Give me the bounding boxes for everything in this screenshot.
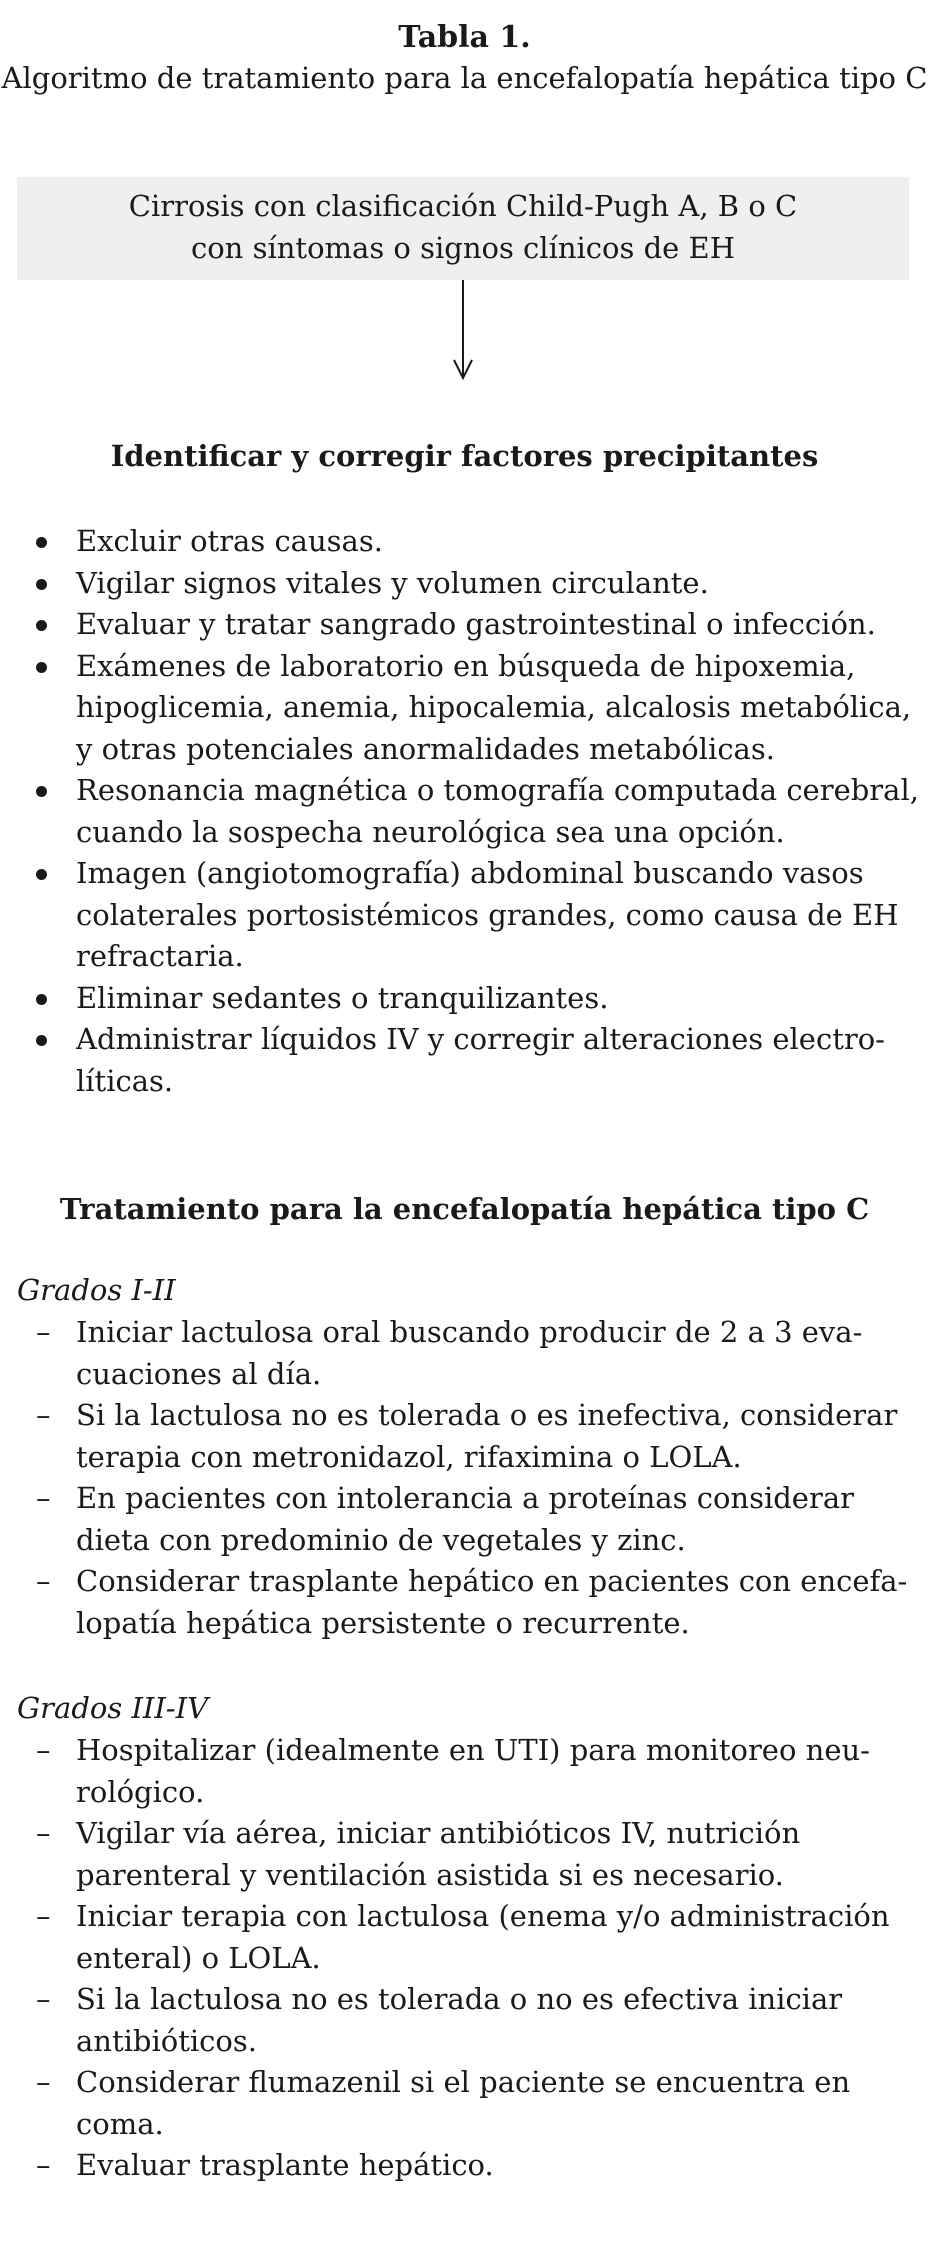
list-item (0, 978, 929, 1020)
dash-marker: – (36, 1315, 51, 1349)
grades-1-2-list (0, 1312, 929, 1644)
dash-marker: – (36, 2148, 51, 2182)
precipitants-heading: Identificar y corregir factores precipitantes (110, 439, 819, 473)
bullet-dot-icon (36, 869, 47, 880)
list-item-text: líticas. (76, 1063, 174, 1098)
list-item-text: Vigilar signos vitales y volumen circulante. (76, 565, 709, 600)
down-arrow-icon (450, 280, 476, 380)
dash-marker: – (36, 1398, 51, 1432)
list-item (0, 1395, 929, 1478)
list-item-text: Exámenes de laboratorio en búsqueda de hipoxemia, (76, 648, 856, 683)
dash-marker: – (36, 1982, 51, 2016)
list-item-text: Administrar líquidos IV y corregir alteraciones electro- (76, 1022, 885, 1056)
grades-3-4-label: Grados III-IV (17, 1691, 209, 1725)
bullet-icon (36, 770, 66, 812)
list-item (0, 1730, 929, 1813)
list-item (0, 1019, 929, 1102)
list-item (0, 604, 929, 646)
list-item-text: cuando la sospecha neurológica sea una opción. (76, 814, 785, 849)
list-item-text: En pacientes con intolerancia a proteínas considerar (76, 1481, 854, 1515)
table-subtitle: Algoritmo de tratamiento para la encefalopatía hepática tipo C (1, 61, 928, 95)
dash-marker: – (36, 1564, 51, 1598)
precipitants-list (0, 521, 929, 1102)
list-item-text: colaterales portosistémicos grandes, como causa de EH (76, 897, 899, 932)
list-item-text: Excluir otras causas. (76, 524, 383, 558)
list-item-text: coma. (76, 2106, 164, 2141)
cirrhosis-box-line1: Cirrosis con clasificación Child-Pugh A, B o C (128, 189, 798, 223)
list-item-text: Iniciar lactulosa oral buscando producir de 2 a 3 eva- (76, 1315, 863, 1349)
bullet-dot-icon (36, 1035, 47, 1046)
bullet-icon (36, 604, 66, 646)
list-item-text: Hospitalizar (idealmente en UTI) para monitoreo neu- (76, 1733, 870, 1767)
list-item-text: Iniciar terapia con lactulosa (enema y/o administración (76, 1899, 890, 1933)
bullet-dot-icon (36, 579, 47, 590)
dash-marker: – (36, 1816, 51, 1850)
dash-marker: – (36, 1899, 51, 1933)
bullet-icon (36, 563, 66, 605)
dash-marker: – (36, 2065, 51, 2099)
list-item-text: parenteral y ventilación asistida si es necesario. (76, 1857, 784, 1892)
bullet-icon (36, 521, 66, 563)
bullet-icon (36, 646, 66, 688)
list-item-text: enteral) o LOLA. (76, 1940, 321, 1975)
bullet-dot-icon (36, 537, 47, 548)
list-item (0, 1312, 929, 1395)
bullet-icon (36, 853, 66, 895)
list-item-text: dieta con predominio de vegetales y zinc. (76, 1522, 686, 1557)
bullet-dot-icon (36, 994, 47, 1005)
dash-marker: – (36, 1481, 51, 1515)
list-item (0, 2145, 929, 2187)
grades-1-2-label: Grados I-II (17, 1273, 176, 1307)
bullet-dot-icon (36, 662, 47, 673)
list-item-text: y otras potenciales anormalidades metabólicas. (76, 731, 775, 766)
grades-3-4-list (0, 1730, 929, 2187)
list-item (0, 2062, 929, 2145)
list-item (0, 1478, 929, 1561)
list-item (0, 521, 929, 563)
list-item (0, 853, 929, 978)
treatment-heading: Tratamiento para la encefalopatía hepática tipo C (59, 1192, 870, 1226)
list-item (0, 1561, 929, 1644)
list-item-text: Considerar flumazenil si el paciente se encuentra en (76, 2065, 851, 2099)
bullet-dot-icon (36, 620, 47, 631)
list-item-text: Si la lactulosa no es tolerada o no es efectiva iniciar (76, 1982, 843, 2016)
list-item (0, 770, 929, 853)
list-item-text: antibióticos. (76, 2023, 257, 2058)
cirrhosis-box-line2: con síntomas o signos clínicos de EH (190, 231, 736, 265)
list-item (0, 1979, 929, 2062)
list-item (0, 646, 929, 771)
list-item-text: Evaluar trasplante hepático. (76, 2148, 494, 2182)
list-item-text: Considerar trasplante hepático en pacientes con encefa- (76, 1564, 908, 1598)
list-item-text: refractaria. (76, 939, 244, 973)
list-item-text: cuaciones al día. (76, 1356, 322, 1391)
list-item (0, 563, 929, 605)
list-item-text: Imagen (angiotomografía) abdominal buscando vasos (76, 856, 864, 890)
table-title: Tabla 1. (398, 20, 531, 55)
list-item-text: lopatía hepática persistente o recurrente. (76, 1605, 690, 1640)
list-item-text: Resonancia magnética o tomografía computada cerebral, (76, 773, 919, 807)
list-item-text: Si la lactulosa no es tolerada o es inefectiva, considerar (76, 1398, 898, 1432)
list-item-text: Evaluar y tratar sangrado gastrointestinal o infección. (76, 607, 876, 641)
bullet-icon (36, 1019, 66, 1061)
list-item-text: Eliminar sedantes o tranquilizantes. (76, 980, 609, 1015)
list-item-text: terapia con metronidazol, rifaximina o LOLA. (76, 1439, 742, 1474)
bullet-icon (36, 978, 66, 1020)
cirrhosis-box (17, 177, 909, 280)
list-item-text: Vigilar vía aérea, iniciar antibióticos IV, nutrición (76, 1816, 801, 1850)
dash-marker: – (36, 1733, 51, 1767)
list-item-text: rológico. (76, 1774, 205, 1809)
bullet-dot-icon (36, 786, 47, 797)
list-item (0, 1813, 929, 1896)
list-item (0, 1896, 929, 1979)
list-item-text: hipoglicemia, anemia, hipocalemia, alcalosis metabólica, (76, 690, 912, 724)
